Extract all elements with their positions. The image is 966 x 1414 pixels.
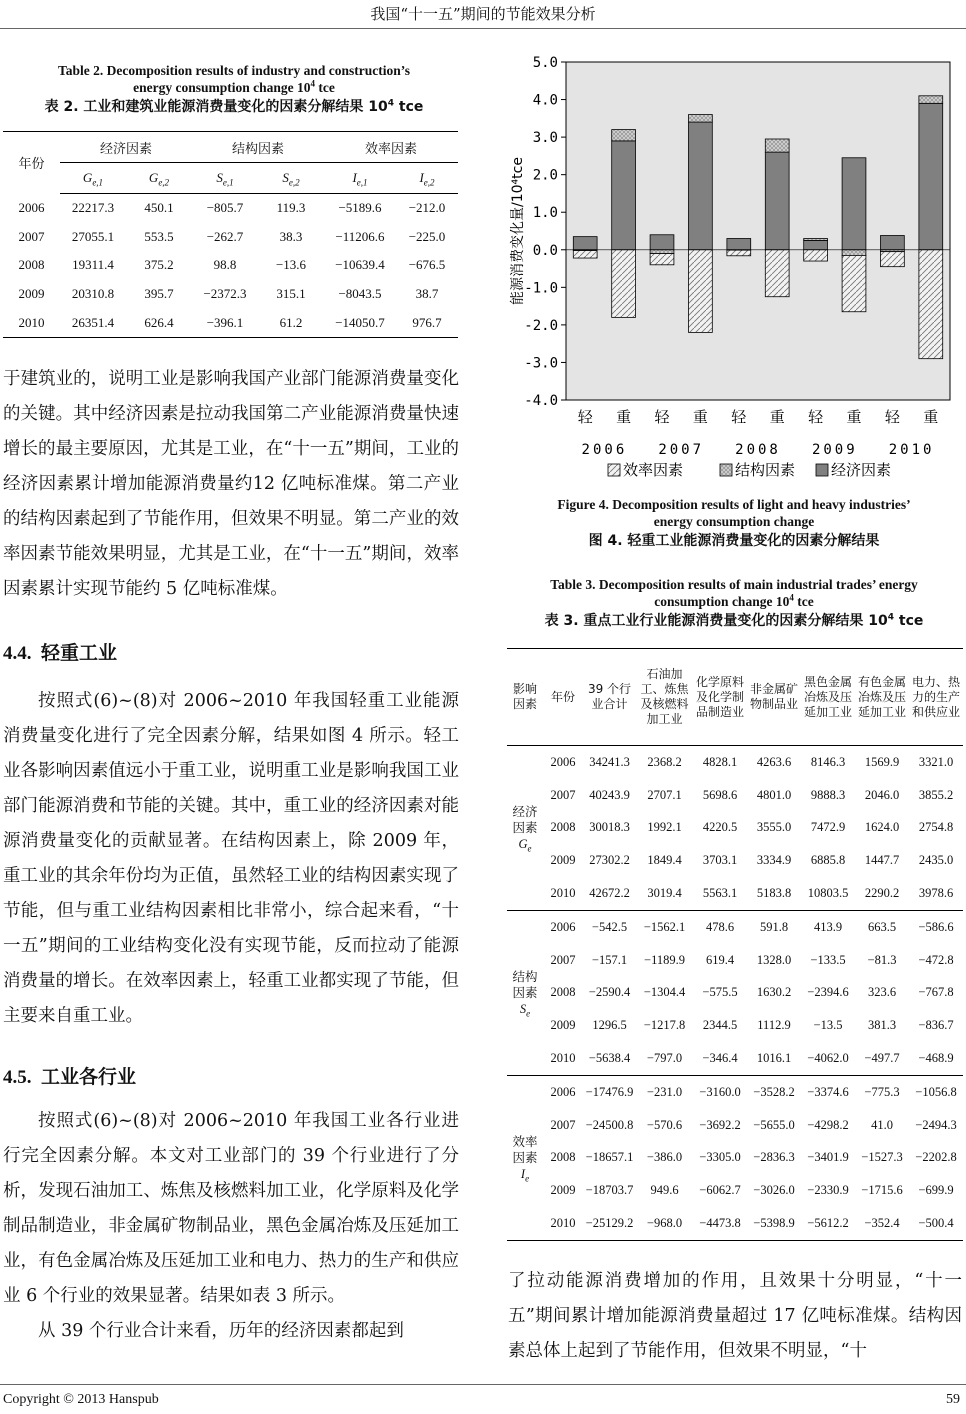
y-tick-label: 2.0	[532, 167, 558, 184]
bar-segment	[804, 240, 828, 249]
table-cell: −500.4	[918, 1216, 954, 1231]
table2-group-header: 经济因素	[99, 141, 152, 157]
y-tick-label: 5.0	[532, 55, 558, 71]
right-column-text	[508, 1264, 962, 1369]
table-cell: 478.6	[693, 910, 747, 943]
table-cell: 3019.4	[647, 886, 682, 901]
table-cell: −5189.6	[338, 200, 382, 216]
table-cell: −212.0	[408, 200, 446, 216]
table-cell: −8043.5	[338, 286, 382, 302]
factor-label: 效率因素 $I_e$	[507, 1075, 543, 1240]
figure4-chart	[508, 52, 960, 492]
table-cell: 10803.5	[807, 886, 849, 901]
table-cell: −542.5	[583, 910, 636, 943]
table-cell: 26351.4	[71, 314, 115, 330]
table-cell: −3528.2	[747, 1075, 801, 1108]
table-cell: 41.0	[871, 1117, 893, 1132]
table-cell: −2590.4	[588, 985, 631, 1000]
table-cell: −5655.0	[753, 1117, 795, 1132]
table-cell: −1562.1	[636, 910, 693, 943]
x-category-label: 重	[923, 408, 939, 426]
table3-header: 影响因素	[507, 649, 543, 746]
bar-segment	[573, 251, 597, 259]
x-group-label: 2010	[888, 442, 935, 458]
table-cell: −3401.9	[807, 1150, 849, 1165]
table3-header: 石油加工、炼焦及核燃料加工业	[636, 649, 693, 746]
table-cell: 61.2	[279, 314, 303, 330]
table2-caption-zh: 表 2. 工业和建筑业能源消费量变化的因素分解结果 $10^4$ tce	[44, 98, 424, 115]
figure4-caption	[508, 496, 960, 550]
table-cell: −2494.3	[915, 1117, 957, 1132]
table-cell: −157.1	[591, 952, 628, 967]
table-cell: 98.8	[213, 257, 237, 273]
table3-header: 化学原料及化学制品制造业	[693, 649, 747, 746]
table3-header: 有色金属冶炼及压延加工业	[855, 649, 909, 746]
table-cell: 315.1	[276, 286, 306, 302]
table-cell: −3305.0	[699, 1150, 741, 1165]
table-cell: −2330.9	[807, 1183, 849, 1198]
table-cell: 2707.1	[647, 787, 682, 802]
table2-subheader: $G_{e,1}$	[60, 163, 126, 194]
table-cell: 20310.8	[71, 286, 115, 302]
table-cell: −11206.6	[335, 228, 385, 244]
table-cell: −5638.4	[588, 1051, 631, 1066]
table3	[507, 648, 963, 1241]
bar-segment	[612, 250, 636, 318]
table-cell: 5698.6	[702, 787, 738, 802]
table-cell: 3703.1	[702, 853, 738, 868]
y-axis-label: 能源消费变化量/10⁴tce	[510, 157, 526, 305]
bar-segment	[727, 250, 751, 256]
table-cell: 38.7	[415, 286, 439, 302]
table2	[3, 131, 458, 338]
year-cell: 2006	[18, 200, 45, 216]
table-cell: 40243.9	[589, 787, 630, 802]
table-cell: −4473.8	[699, 1216, 741, 1231]
table-row	[507, 1109, 963, 1142]
table-cell: 2344.5	[702, 1018, 738, 1033]
table-cell: −4062.0	[807, 1051, 849, 1066]
table-cell: −18657.1	[585, 1150, 634, 1165]
table2-caption-en: Table 2. Decomposition results of industry and construction’s energy consumption change $10^4$ tce	[57, 63, 411, 95]
y-tick-label: -4.0	[524, 393, 558, 409]
x-group-label: 2008	[735, 442, 781, 458]
table-cell: −1056.8	[909, 1075, 963, 1108]
bar-segment	[765, 139, 789, 152]
table-row	[507, 877, 963, 910]
table-cell: 5563.1	[702, 886, 738, 901]
table-cell: −262.7	[206, 228, 244, 244]
table-cell: −386.0	[646, 1150, 683, 1165]
table-cell: −797.0	[646, 1051, 683, 1066]
table-cell: 30018.3	[589, 820, 630, 835]
table-row	[507, 812, 963, 845]
table-cell: 323.6	[867, 985, 897, 1000]
bar-segment	[919, 250, 943, 359]
table2-group-header: 效率因素	[364, 141, 417, 157]
table-cell: −1189.9	[644, 952, 685, 967]
table3-caption	[508, 576, 960, 630]
x-category-label: 轻	[808, 408, 824, 426]
year-cell: 2009	[18, 286, 45, 302]
table-cell: −468.9	[918, 1051, 954, 1066]
year-cell: 2009	[550, 1183, 576, 1198]
table-cell: 4220.5	[702, 820, 738, 835]
table3-caption-en: Table 3. Decomposition results of main industrial trades’ energy consumption change $10^4$ tce	[550, 577, 918, 609]
year-cell: 2010	[18, 314, 45, 330]
table2-group-header: 结构因素	[231, 141, 284, 157]
table-cell: −4298.2	[807, 1117, 849, 1132]
table2-caption	[3, 62, 465, 116]
table-cell: −24500.8	[585, 1117, 634, 1132]
section-heading-4-4: 4.4. 轻重工业	[3, 642, 118, 664]
legend-swatch	[608, 464, 620, 476]
table-cell: 7472.9	[810, 820, 846, 835]
year-cell: 2008	[550, 1150, 576, 1165]
legend-label: 效率因素	[623, 461, 684, 479]
table-cell: −3692.2	[699, 1117, 741, 1132]
bar-segment	[727, 239, 751, 250]
table-cell: −775.3	[855, 1075, 909, 1108]
table-cell: 381.3	[867, 1018, 897, 1033]
table-cell: −1217.8	[643, 1018, 686, 1033]
legend-label: 结构因素	[735, 461, 796, 479]
table-cell: 1112.9	[757, 1018, 791, 1033]
bar-segment	[650, 235, 674, 250]
table-cell: −1304.4	[643, 985, 686, 1000]
x-category-label: 轻	[731, 408, 747, 426]
x-category-label: 轻	[577, 408, 593, 426]
table-cell: 1296.5	[592, 1018, 627, 1033]
table-cell: −5398.9	[753, 1216, 795, 1231]
year-cell: 2008	[550, 985, 576, 1000]
bar-segment	[919, 96, 943, 104]
table-row	[507, 779, 963, 812]
table-cell: −699.9	[918, 1183, 954, 1198]
year-cell: 2006	[543, 1075, 583, 1108]
y-tick-label: -2.0	[524, 317, 558, 334]
table-cell: −3160.0	[693, 1075, 747, 1108]
y-tick-label: -3.0	[524, 355, 558, 372]
table-cell: 3555.0	[756, 820, 792, 835]
table-cell: −225.0	[408, 228, 446, 244]
table-cell: 1992.1	[647, 820, 682, 835]
table-cell: −2372.3	[203, 286, 247, 302]
table-cell: −586.6	[909, 910, 963, 943]
table-cell: 3978.6	[918, 886, 954, 901]
table-row	[507, 1142, 963, 1175]
year-cell: 2008	[550, 820, 576, 835]
bar-segment	[880, 236, 904, 250]
table-cell: −25129.2	[585, 1216, 634, 1231]
table-cell: 553.5	[144, 228, 174, 244]
table-cell: 1624.0	[864, 820, 900, 835]
table-cell: 4263.6	[756, 754, 792, 769]
bar-segment	[842, 250, 866, 256]
table-row	[3, 223, 458, 252]
table-cell: −5612.2	[807, 1216, 849, 1231]
y-tick-label: 1.0	[532, 205, 558, 222]
figure4-caption-zh: 图 4. 轻重工业能源消费量变化的因素分解结果	[588, 533, 880, 549]
footer-rule	[0, 1384, 966, 1385]
table-cell: 4828.1	[702, 754, 738, 769]
bar-segment	[573, 237, 597, 250]
table-cell: 27055.1	[71, 228, 115, 244]
table-cell: −2836.3	[753, 1150, 795, 1165]
bar-segment	[842, 255, 866, 311]
table-cell: 42672.2	[589, 886, 630, 901]
section-heading-4-5: 4.5. 工业各行业	[3, 1066, 137, 1088]
bar-segment	[804, 250, 828, 261]
table-cell: 450.1	[144, 200, 174, 216]
table-cell: −13.6	[275, 257, 307, 273]
year-cell: 2007	[550, 787, 576, 802]
year-cell: 2007	[550, 952, 576, 967]
paragraph: 了拉动能源消费增加的作用，且效果十分明显，“十一五”期间累计增加能源消费量超过 17 亿吨标准煤。结构因素总体上起到了节能作用，但效果不明显，“十	[508, 1271, 962, 1361]
table3-header: 电力、热力的生产和供应业	[909, 649, 963, 746]
table3-caption-zh: 表 3. 重点工业行业能源消费量变化的因素分解结果 $10^4$ tce	[544, 612, 924, 629]
x-category-label: 轻	[654, 408, 670, 426]
table-cell: 22217.3	[71, 200, 115, 216]
table-cell: −805.7	[206, 200, 244, 216]
table3-header: 黑色金属冶炼及压延加工业	[801, 649, 855, 746]
table-cell: 395.7	[144, 286, 174, 302]
table-row	[3, 308, 458, 337]
table-cell: 34241.3	[589, 754, 630, 769]
factor-label: 结构因素 $S_e$	[507, 910, 543, 1075]
table-cell: −767.8	[918, 985, 954, 1000]
footer-copyright: Copyright © 2013 Hanspub	[3, 1392, 159, 1407]
table-row	[3, 280, 458, 309]
table-cell: 976.7	[412, 314, 442, 330]
table-cell: −133.5	[810, 952, 846, 967]
left-column-text	[3, 362, 459, 607]
table-cell: −3374.6	[801, 1075, 855, 1108]
table-cell: 3321.0	[918, 754, 954, 769]
table-cell: −3026.0	[753, 1183, 795, 1198]
table-cell: −231.0	[636, 1075, 693, 1108]
bar-segment	[919, 103, 943, 249]
table-cell: 413.9	[801, 910, 855, 943]
table-cell: −2394.6	[807, 985, 849, 1000]
table-cell: 663.5	[855, 910, 909, 943]
table-cell: 3855.2	[918, 787, 954, 802]
bar-segment	[804, 239, 828, 241]
left-column-text-3	[3, 1104, 459, 1349]
table-cell: 1016.1	[756, 1051, 792, 1066]
table-cell: −1527.3	[861, 1150, 903, 1165]
table-cell: 119.3	[276, 200, 306, 216]
x-category-label: 轻	[884, 408, 900, 426]
table-cell: 1630.2	[756, 985, 792, 1000]
table-row	[507, 910, 963, 943]
year-cell: 2007	[18, 228, 45, 244]
table-cell: 619.4	[705, 952, 735, 967]
y-tick-label: -1.0	[524, 280, 558, 297]
table-cell: 949.6	[650, 1183, 679, 1198]
table2-subheader: $I_{e,2}$	[396, 163, 458, 194]
table-cell: 2368.2	[647, 754, 682, 769]
legend-label: 经济因素	[831, 461, 892, 479]
table-cell: 19311.4	[72, 257, 114, 273]
table3-header: 非金属矿物制品业	[747, 649, 801, 746]
bar-segment	[688, 250, 712, 333]
paragraph: 从 39 个行业合计来看，历年的经济因素都起到	[38, 1321, 404, 1341]
table-row	[507, 1009, 963, 1042]
table-cell: 3334.9	[756, 853, 792, 868]
year-cell: 2010	[550, 1216, 576, 1231]
y-tick-label: 0.0	[532, 242, 558, 259]
table-cell: 2290.2	[864, 886, 900, 901]
table-cell: −17476.9	[583, 1075, 636, 1108]
table2-year-header: 年份	[18, 157, 45, 173]
year-cell: 2009	[550, 1018, 576, 1033]
legend-swatch	[816, 464, 828, 476]
bar-segment	[688, 115, 712, 123]
year-cell: 2010	[550, 886, 576, 901]
y-tick-label: 3.0	[532, 130, 558, 147]
table-cell: 591.8	[747, 910, 801, 943]
table-cell: −396.1	[206, 314, 244, 330]
x-category-label: 重	[616, 408, 632, 426]
table-cell: 1849.4	[647, 853, 682, 868]
table-cell: −497.7	[864, 1051, 900, 1066]
legend-item	[608, 461, 683, 479]
table-cell: 1447.7	[864, 853, 900, 868]
table-cell: −6062.7	[699, 1183, 741, 1198]
table-cell: 1569.9	[864, 754, 900, 769]
table-cell: −1715.6	[861, 1183, 903, 1198]
x-category-label: 重	[769, 408, 785, 426]
year-cell: 2009	[550, 853, 576, 868]
table-cell: −14050.7	[335, 314, 385, 330]
x-group-label: 2007	[658, 442, 705, 458]
table-cell: 9888.3	[810, 787, 846, 802]
bar-segment	[612, 130, 636, 141]
left-column-text-2	[3, 684, 459, 1034]
year-cell: 2006	[543, 910, 583, 943]
table-cell: −18703.7	[585, 1183, 634, 1198]
factor-label: 经济因素 $G_e$	[512, 803, 538, 854]
legend-item	[720, 461, 795, 479]
table2-subheader: $G_{e,2}$	[126, 163, 192, 194]
table-cell: −968.0	[646, 1216, 683, 1231]
year-cell: 2008	[18, 257, 45, 273]
table-cell: 27302.2	[589, 853, 630, 868]
bar-segment	[765, 250, 789, 297]
page-number: 59	[946, 1392, 960, 1407]
bar-segment	[612, 141, 636, 250]
table-row	[3, 251, 458, 280]
table-cell: −472.8	[918, 952, 954, 967]
table-cell: 2435.0	[918, 853, 954, 868]
table-cell: −836.7	[918, 1018, 954, 1033]
table-cell: −676.5	[408, 257, 446, 273]
table-cell: −81.3	[867, 952, 897, 967]
year-cell: 2007	[550, 1117, 576, 1132]
table-cell: 2046.0	[864, 787, 900, 802]
x-group-label: 2009	[811, 442, 858, 458]
running-header: 我国“十一五”期间的节能效果分析	[370, 5, 596, 23]
table-row	[507, 977, 963, 1010]
table-cell: 4801.0	[756, 787, 792, 802]
year-cell: 2006	[550, 754, 576, 769]
figure4-caption-en: Figure 4. Decomposition results of light and heavy industries’ energy consumption change	[557, 497, 911, 529]
table-row	[507, 1207, 963, 1240]
table-row	[507, 844, 963, 877]
table-cell: −2202.8	[915, 1150, 957, 1165]
bar-segment	[688, 122, 712, 250]
table3-header: 年份	[543, 649, 583, 746]
table-row	[507, 944, 963, 977]
table-cell: −570.6	[646, 1117, 683, 1132]
table-cell: −575.5	[702, 985, 738, 1000]
y-tick-label: 4.0	[532, 92, 558, 109]
table-cell: −10639.4	[335, 257, 385, 273]
bar-segment	[880, 252, 904, 267]
x-category-label: 重	[692, 408, 708, 426]
legend-item	[816, 461, 891, 479]
table-cell: 8146.3	[810, 754, 846, 769]
year-cell: 2010	[550, 1051, 576, 1066]
paragraph: 于建筑业的，说明工业是影响我国产业部门能源消费量变化的关键。其中经济因素是拉动我国第二产业能源消费量快速增长的最主要原因，尤其是工业，在“十一五”期间，工业的经济因素累计增加能源消费量约12 亿吨标准煤。第二产业的结构因素起到了节能作用，但效果不明显。第二产业的效率因素节能效果明显，尤其是工业，在“十一五”期间，效率因素累计实现节能约 5 亿吨标准煤。	[3, 369, 459, 599]
table-cell: 6885.8	[810, 853, 846, 868]
table-row	[507, 1075, 963, 1108]
bar-segment	[650, 254, 674, 265]
table-row	[507, 746, 963, 779]
paragraph: 按照式(6)~(8)对 2006~2010 年我国工业各行业进行完全因素分解。本文对工业部门的 39 个行业进行了分析，发现石油加工、炼焦及核燃料加工业，化学原料及化学制品制造业，非金属矿物制品业，黑色金属冶炼及压延加工业，有色金属冶炼及压延加工业和电力、热力的生产和供应业 6 个行业的效果显著。结果如表 3 所示。	[3, 1111, 459, 1306]
table-cell: −352.4	[864, 1216, 900, 1231]
table-cell: 626.4	[144, 314, 174, 330]
table-cell: 5183.8	[756, 886, 792, 901]
table2-subheader: $S_{e,1}$	[192, 163, 258, 194]
table-row	[507, 1174, 963, 1207]
bar-segment	[650, 250, 674, 254]
table-cell: 2754.8	[918, 820, 954, 835]
table-cell: 375.2	[144, 257, 174, 273]
table2-subheader: $S_{e,2}$	[258, 163, 324, 194]
paragraph: 按照式(6)~(8)对 2006~2010 年我国轻重工业能源消费量变化进行了完全因素分解，结果如图 4 所示。轻工业各影响因素值远小于重工业，说明重工业是影响我国工业部门能源消费和节能的关键。其中，重工业的经济因素对能源消费量变化的贡献显著。在结构因素上，除 2009 年，重工业的其余年份均为正值，虽然轻工业的结构因素实现了节能，但与重工业结构因素相比非常小，综合起来看，“十一五”期间的工业结构变化没有实现节能，反而拉动了能源消费量的增长。在效率因素上，轻重工业都实现了节能，但主要来自重工业。	[3, 691, 459, 1026]
legend-swatch	[720, 464, 732, 476]
table-row	[507, 1042, 963, 1075]
table-cell: 38.3	[279, 228, 303, 244]
table2-subheader: $I_{e,1}$	[324, 163, 396, 194]
bar-segment	[765, 152, 789, 250]
table-cell: 1328.0	[756, 952, 792, 967]
x-category-label: 重	[846, 408, 862, 426]
bar-segment	[842, 158, 866, 250]
table-row	[3, 194, 458, 223]
header-rule	[0, 28, 966, 29]
table-cell: −346.4	[702, 1051, 738, 1066]
table-cell: −13.5	[813, 1018, 843, 1033]
table3-header: 39 个行业合计	[583, 649, 636, 746]
x-group-label: 2006	[581, 442, 628, 458]
